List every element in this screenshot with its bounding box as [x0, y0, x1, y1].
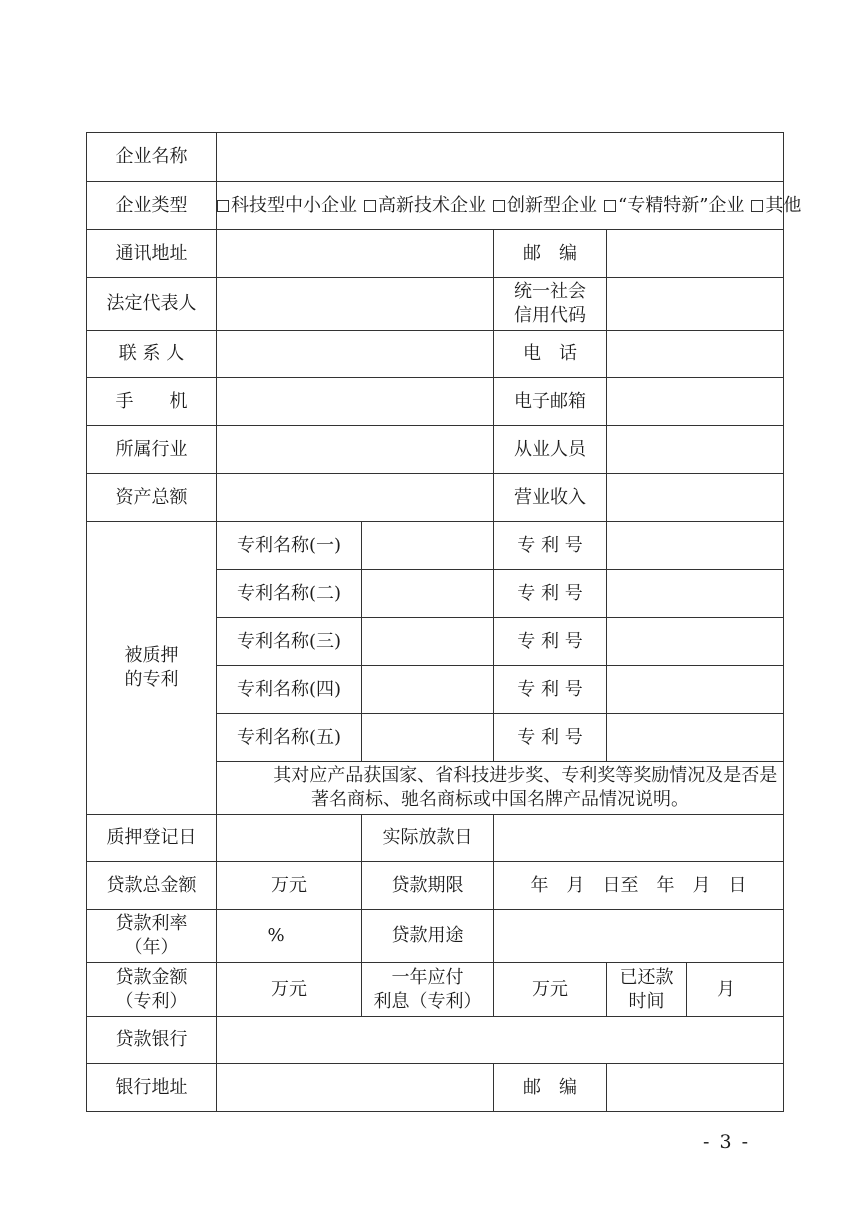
- contact-label: 联 系 人: [87, 331, 217, 378]
- credit-code-label: 统一社会 信用代码: [494, 278, 607, 331]
- industry-label: 所属行业: [87, 426, 217, 474]
- checkbox-icon[interactable]: [493, 200, 505, 212]
- patent-name-field[interactable]: [362, 570, 494, 618]
- loan-term-field[interactable]: 年 月 日至 年 月 日: [494, 862, 784, 910]
- revenue-label: 营业收入: [494, 474, 607, 522]
- contact-field[interactable]: [217, 331, 494, 378]
- credit-code-field[interactable]: [607, 278, 784, 331]
- patent-number-label: 专 利 号: [494, 570, 607, 618]
- bank-postcode-field[interactable]: [607, 1064, 784, 1112]
- loan-rate-label: 贷款利率 （年）: [87, 910, 217, 963]
- legal-rep-label: 法定代表人: [87, 278, 217, 331]
- email-label: 电子邮箱: [494, 378, 607, 426]
- patent-number-field[interactable]: [607, 714, 784, 762]
- pledged-patents-label: 被质押 的专利: [87, 522, 217, 815]
- type-option-high-tech[interactable]: 高新技术企业: [364, 195, 486, 216]
- address-field[interactable]: [217, 230, 494, 278]
- phone-label: 电 话: [494, 331, 607, 378]
- industry-field[interactable]: [217, 426, 494, 474]
- type-option-tech-sme[interactable]: 科技型中小企业: [217, 195, 357, 216]
- mobile-field[interactable]: [217, 378, 494, 426]
- page-number: - 3 -: [703, 1131, 751, 1153]
- application-form-table: [86, 132, 802, 1112]
- patent-number-label: 专 利 号: [494, 666, 607, 714]
- repaid-time-field[interactable]: 月: [687, 963, 784, 1017]
- assets-label: 资产总额: [87, 474, 217, 522]
- pledge-reg-date-label: 质押登记日: [87, 815, 217, 862]
- patent-number-field[interactable]: [607, 570, 784, 618]
- checkbox-icon[interactable]: [751, 200, 763, 212]
- patent-number-field[interactable]: [607, 522, 784, 570]
- enterprise-name-label: 企业名称: [87, 133, 217, 182]
- patent-number-label: 专 利 号: [494, 618, 607, 666]
- patent-name-label: 专利名称(三): [217, 618, 362, 666]
- patent-name-field[interactable]: [362, 666, 494, 714]
- email-field[interactable]: [607, 378, 784, 426]
- patent-number-field[interactable]: [607, 666, 784, 714]
- loan-term-label: 贷款期限: [362, 862, 494, 910]
- checkbox-icon[interactable]: [604, 200, 616, 212]
- checkbox-icon[interactable]: [217, 200, 229, 212]
- loan-use-label: 贷款用途: [362, 910, 494, 963]
- revenue-field[interactable]: [607, 474, 784, 522]
- loan-use-field[interactable]: [494, 910, 784, 963]
- enterprise-name-field[interactable]: [217, 133, 784, 182]
- phone-field[interactable]: [607, 331, 784, 378]
- patent-name-label: 专利名称(四): [217, 666, 362, 714]
- actual-loan-date-label: 实际放款日: [362, 815, 494, 862]
- bank-field[interactable]: [217, 1017, 784, 1064]
- patent-awards-note[interactable]: 其对应产品获国家、省科技进步奖、专利奖等奖励情况及是否是著名商标、驰名商标或中国名牌产品情况说明。: [217, 762, 784, 815]
- patent-name-label: 专利名称(一): [217, 522, 362, 570]
- checkbox-icon[interactable]: [364, 200, 376, 212]
- bank-address-label: 银行地址: [87, 1064, 217, 1112]
- assets-field[interactable]: [217, 474, 494, 522]
- patent-name-field[interactable]: [362, 522, 494, 570]
- patent-number-field[interactable]: [607, 618, 784, 666]
- bank-postcode-label: 邮 编: [494, 1064, 607, 1112]
- loan-total-field[interactable]: 万元: [217, 862, 362, 910]
- type-option-other[interactable]: 其他: [751, 195, 801, 216]
- patent-name-label: 专利名称(五): [217, 714, 362, 762]
- type-option-specialized[interactable]: “专精特新”企业: [604, 195, 744, 216]
- bank-address-field[interactable]: [217, 1064, 494, 1112]
- annual-interest-label: 一年应付 利息（专利）: [362, 963, 494, 1017]
- employees-label: 从业人员: [494, 426, 607, 474]
- patent-name-label: 专利名称(二): [217, 570, 362, 618]
- loan-amount-patent-field[interactable]: 万元: [217, 963, 362, 1017]
- bank-label: 贷款银行: [87, 1017, 217, 1064]
- legal-rep-field[interactable]: [217, 278, 494, 331]
- patent-name-field[interactable]: [362, 714, 494, 762]
- enterprise-type-label: 企业类型: [87, 182, 217, 230]
- actual-loan-date-field[interactable]: [494, 815, 784, 862]
- mobile-label: 手 机: [87, 378, 217, 426]
- loan-amount-patent-label: 贷款金额 （专利）: [87, 963, 217, 1017]
- patent-number-label: 专 利 号: [494, 522, 607, 570]
- pledge-reg-date-field[interactable]: [217, 815, 362, 862]
- patent-number-label: 专 利 号: [494, 714, 607, 762]
- postcode-label: 邮 编: [494, 230, 607, 278]
- patent-name-field[interactable]: [362, 618, 494, 666]
- postcode-field[interactable]: [607, 230, 784, 278]
- repaid-time-label: 已还款 时间: [607, 963, 687, 1017]
- employees-field[interactable]: [607, 426, 784, 474]
- loan-rate-field[interactable]: %: [217, 910, 362, 963]
- enterprise-type-options: [217, 182, 802, 230]
- loan-total-label: 贷款总金额: [87, 862, 217, 910]
- type-option-innovative[interactable]: 创新型企业: [493, 195, 597, 216]
- address-label: 通讯地址: [87, 230, 217, 278]
- annual-interest-field[interactable]: 万元: [494, 963, 607, 1017]
